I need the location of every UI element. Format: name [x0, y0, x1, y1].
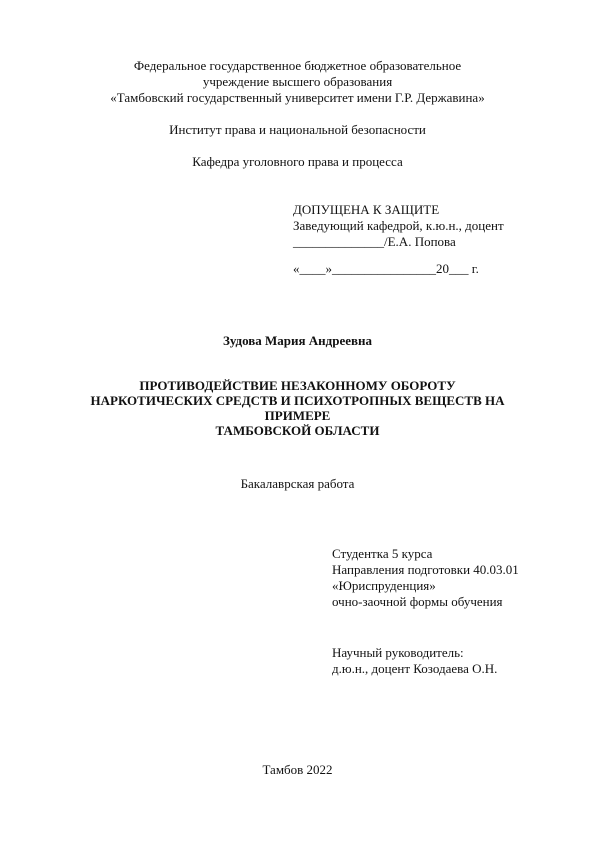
supervisor-block: [332, 645, 497, 677]
institute-name: Институт права и национальной безопасности: [169, 122, 426, 137]
org-line-2: учреждение высшего образования: [202, 74, 393, 89]
department-name: Кафедра уголовного права и процесса: [192, 154, 403, 169]
approval-date-line: «____»________________20___ г.: [293, 261, 479, 276]
student-info-line: очно-заочной формы обучения: [332, 594, 503, 609]
approval-block: [293, 202, 504, 277]
supervisor-label: Научный руководитель:: [332, 645, 464, 660]
thesis-title-line: НАРКОТИЧЕСКИХ СРЕДСТВ И ПСИХОТРОПНЫХ ВЕЩЕСТВ НА: [90, 393, 505, 408]
student-info-block: [332, 546, 519, 610]
org-line-3: «Тамбовский государственный университет имени Г.Р. Державина»: [110, 90, 485, 105]
city-year: Тамбов 2022: [262, 762, 333, 777]
work-type: Бакалаврская работа: [240, 476, 355, 491]
approval-title: ДОПУЩЕНА К ЗАЩИТЕ: [293, 202, 440, 217]
thesis-title-line: ПРОТИВОДЕЙСТВИЕ НЕЗАКОННОМУ ОБОРОТУ: [139, 378, 456, 393]
supervisor-name: д.ю.н., доцент Козодаева О.Н.: [332, 661, 498, 676]
thesis-title-line: ТАМБОВСКОЙ ОБЛАСТИ: [215, 423, 380, 438]
student-info-line: «Юриспруденция»: [332, 578, 436, 593]
student-info-line: Студентка 5 курса: [332, 546, 433, 561]
approval-position: Заведующий кафедрой, к.ю.н., доцент: [293, 218, 504, 233]
student-info-line: Направления подготовки 40.03.01: [332, 562, 519, 577]
thesis-title-line: ПРИМЕРЕ: [264, 408, 331, 423]
org-line-1: Федеральное государственное бюджетное образовательное: [133, 58, 462, 73]
author-name: Зудова Мария Андреевна: [222, 333, 373, 348]
thesis-title: [0, 378, 595, 438]
approval-signature-line: ______________/Е.А. Попова: [293, 234, 456, 249]
